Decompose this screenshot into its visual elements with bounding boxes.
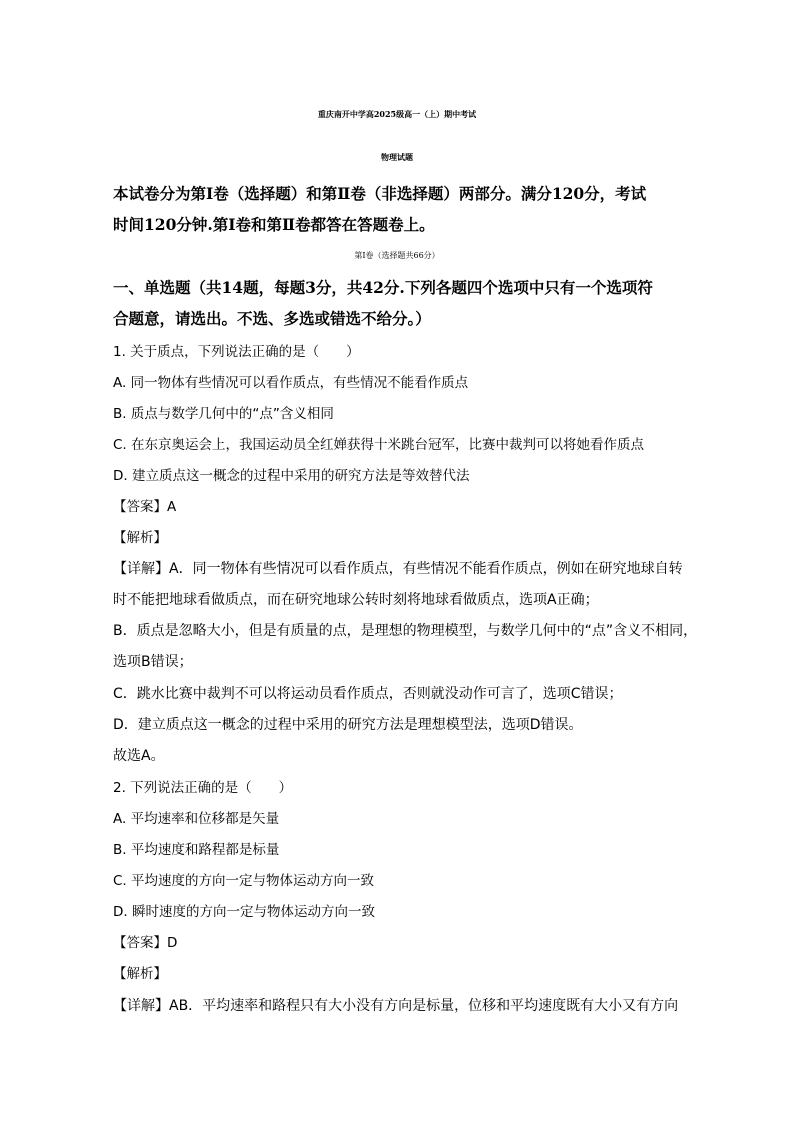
exam-title: 重庆南开中学高2025级高一（上）期中考试 bbox=[317, 109, 477, 119]
detail-line: C．跳水比赛中裁判不可以将运动员看作质点，否则就没动作可言了，选项C错误； bbox=[113, 686, 623, 702]
detail-line: B．质点是忽略大小，但是有质量的点，是理想的物理模型，与数学几何中的“点”含义不相同， bbox=[113, 623, 698, 639]
question-option: D. 建立质点这一概念的过程中采用的研究方法是等效替代法 bbox=[113, 468, 470, 484]
detail-line: 时不能把地球看做质点，而在研究地球公转时刻将地球看做质点，选项A正确； bbox=[113, 592, 599, 608]
intro-line-1: 本试卷分为第Ⅰ卷（选择题）和第Ⅱ卷（非选择题）两部分。满分120分，考试 bbox=[113, 184, 647, 203]
detail-line: D．建立质点这一概念的过程中采用的研究方法是理想模型法，选项D错误。 bbox=[113, 717, 583, 733]
analysis-label: 【解析】 bbox=[113, 966, 167, 982]
answer-label: 【答案】A bbox=[113, 499, 177, 515]
exam-subtitle: 物理试题 bbox=[381, 152, 413, 162]
question-stem: 1. 关于质点，下列说法正确的是（ ） bbox=[113, 344, 360, 360]
detail-line: 【详解】AB．平均速率和路程只有大小没有方向是标量，位移和平均速度既有大小又有方向 bbox=[113, 998, 679, 1014]
detail-line: 【详解】A．同一物体有些情况可以看作质点，有些情况不能看作质点，例如在研究地球自转 bbox=[113, 561, 683, 577]
detail-line: 选项B错误； bbox=[113, 654, 193, 670]
question-option: C. 在东京奥运会上，我国运动员全红婵获得十米跳台冠军，比赛中裁判可以将她看作质点 bbox=[113, 437, 645, 453]
intro-line-2: 时间120分钟.第Ⅰ卷和第Ⅱ卷都答在答题卷上。 bbox=[113, 215, 435, 234]
question-option: C. 平均速度的方向一定与物体运动方向一致 bbox=[113, 873, 375, 889]
question-option: A. 同一物体有些情况可以看作质点，有些情况不能看作质点 bbox=[113, 375, 469, 391]
question-option: D. 瞬时速度的方向一定与物体运动方向一致 bbox=[113, 904, 375, 920]
question-option: A. 平均速率和位移都是矢量 bbox=[113, 811, 280, 827]
question-stem: 2. 下列说法正确的是（ ） bbox=[113, 780, 293, 796]
question-option: B. 质点与数学几何中的“点”含义相同 bbox=[113, 406, 334, 422]
part-heading-line-1: 一、单选题（共14题，每题3分，共42分.下列各题四个选项中只有一个选项符 bbox=[113, 278, 653, 297]
section-title: 第Ⅰ卷（选择题共66分） bbox=[354, 251, 440, 260]
answer-label: 【答案】D bbox=[113, 935, 178, 951]
part-heading-line-2: 合题意，请选出。不选、多选或错选不给分。） bbox=[113, 309, 431, 328]
question-option: B. 平均速度和路程都是标量 bbox=[113, 842, 280, 858]
detail-line: 故选A。 bbox=[113, 748, 165, 764]
analysis-label: 【解析】 bbox=[113, 530, 167, 546]
